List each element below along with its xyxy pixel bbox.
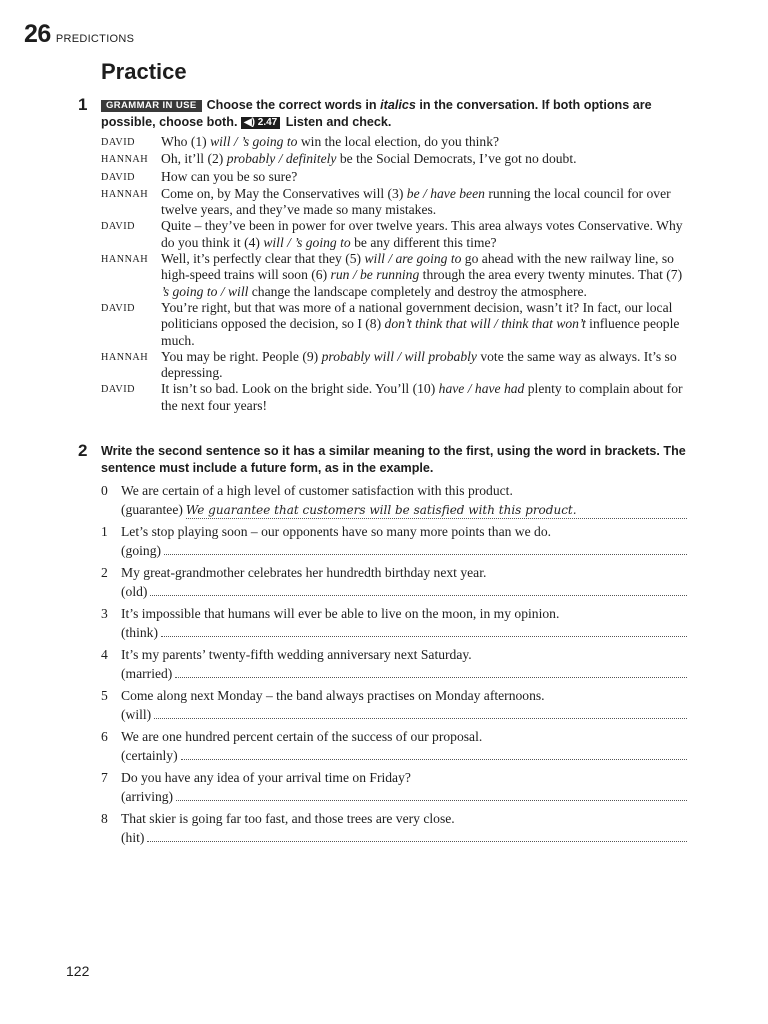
dialogue-line: [101, 349, 691, 382]
exercise-item: [101, 809, 687, 850]
dialogue-fragment: Well, it’s perfectly clear that they (5): [161, 251, 365, 267]
answer-line[interactable]: [161, 623, 687, 637]
dialogue-text: [161, 151, 691, 168]
dialogue-fragment: be the Social Democrats, I’ve got no doubt.: [336, 151, 577, 167]
answer-options[interactable]: probably / definitely: [226, 151, 337, 167]
dialogue-fragment: Come on, by May the Conservatives will (3): [161, 185, 407, 201]
item-number: 5: [101, 688, 108, 703]
answer-options[interactable]: have / have had: [438, 381, 525, 397]
dialogue-line: [101, 381, 691, 414]
exercise-item: [101, 604, 687, 645]
speaker-name: DAVID: [101, 302, 136, 314]
answer-options[interactable]: be / have been: [406, 185, 485, 201]
dialogue-line: [101, 186, 691, 219]
dialogue-fragment: It isn’t so bad. Look on the bright side. You’ll (10): [161, 381, 439, 397]
dialogue-fragment: plenty to complain about for the next four years!: [161, 381, 683, 413]
item-sentence: Do you have any idea of your arrival time on Friday?: [121, 770, 411, 785]
dialogue-text: [161, 300, 691, 349]
exercise-item: [101, 522, 687, 563]
exercise-item: [101, 645, 687, 686]
speaker-name: HANNAH: [101, 154, 149, 166]
dialogue-fragment: vote the same way as always. It’s so depressing.: [161, 348, 677, 381]
item-number: 7: [101, 770, 108, 785]
dialogue-line: [101, 169, 691, 186]
exercise-item: [101, 768, 687, 809]
dialogue-line: [101, 300, 691, 349]
dialogue-fragment: You may be right. People (9): [161, 348, 322, 364]
exercise-2-instruction: Write the second sentence so it has a similar meaning to the first, using the word in brackets. The sentence must include a future form, as in the example.: [101, 444, 686, 475]
answer-options[interactable]: will / ’s going to: [263, 234, 351, 250]
dialogue-text: [161, 218, 691, 251]
unit-number: 26: [24, 20, 51, 48]
dialogue-fragment: win the local election, do you think?: [297, 134, 500, 149]
dialogue-fragment: be any different this time?: [350, 234, 497, 250]
exercise-item: [101, 686, 687, 727]
item-number: 6: [101, 729, 108, 744]
item-cue-word: (hit): [121, 830, 145, 845]
answer-options[interactable]: don’t think that will / think that won’t: [384, 316, 586, 332]
answer-line[interactable]: [175, 664, 687, 678]
item-cue-word: (going): [121, 543, 162, 558]
item-number: 0: [101, 483, 108, 498]
item-cue-word: (guarantee): [121, 502, 183, 517]
speaker-name: DAVID: [101, 384, 136, 396]
item-number: 1: [101, 524, 108, 539]
answer-line[interactable]: [147, 828, 687, 842]
instruction-text: in the conversation. If both options are possible, choose both.: [101, 98, 652, 129]
exercise-item: [101, 481, 687, 522]
item-sentence: We are one hundred percent certain of the success of our proposal.: [121, 729, 483, 744]
section-title: Practice: [101, 59, 187, 84]
instruction-text: Listen and check.: [282, 114, 392, 129]
instruction-text: Choose the correct words in: [206, 98, 381, 112]
dialogue-text: [161, 169, 691, 186]
answer-options[interactable]: will / are going to: [364, 251, 462, 267]
dialogue-text: [161, 134, 691, 151]
unit-header: [24, 20, 134, 49]
item-number: 3: [101, 606, 108, 621]
dialogue-fragment: You’re right, but that was more of a national government decision, wasn’t it? In fact, our local politicians opposed the decision, so I (8): [161, 299, 673, 332]
item-sentence: Let’s stop playing soon – our opponents have so many more points than we do.: [121, 524, 552, 539]
dialogue-fragment: influence people much.: [161, 316, 680, 348]
dialogue-text: [161, 251, 691, 300]
dialogue-fragment: Who (1): [161, 134, 211, 149]
instruction-italic: italics: [380, 98, 416, 112]
page-number: 122: [66, 963, 90, 979]
item-sentence: It’s impossible that humans will ever be able to live on the moon, in my opinion.: [121, 606, 560, 621]
audio-track-badge: [241, 117, 280, 129]
speaker-name: HANNAH: [101, 254, 149, 266]
item-cue-word: (arriving): [121, 789, 174, 804]
dialogue-fragment: through the area every twenty minutes. That (7): [419, 267, 683, 283]
dialogue-line: [101, 134, 691, 151]
answer-line[interactable]: [164, 541, 687, 555]
answer-options[interactable]: ’s going to / will: [161, 283, 249, 299]
item-cue-word: (think): [121, 625, 158, 640]
item-sentence: My great-grandmother celebrates her hundredth birthday next year.: [121, 565, 487, 580]
item-sentence: It’s my parents’ twenty-fifth wedding anniversary next Saturday.: [121, 647, 472, 662]
exercise-1-number: 1: [78, 95, 88, 114]
exercise-2-number: 2: [78, 441, 88, 460]
exercise-item: [101, 727, 687, 768]
item-number: 2: [101, 565, 108, 580]
item-number: 4: [101, 647, 108, 662]
item-cue-word: (married): [121, 666, 173, 681]
dialogue-fragment: Oh, it’ll (2): [161, 151, 227, 167]
answer-line[interactable]: [176, 787, 687, 801]
grammar-in-use-badge: GRAMMAR IN USE: [101, 100, 202, 112]
dialogue-fragment: go ahead with the new railway line, so high-speed trains will soon (6): [161, 251, 674, 283]
unit-name: PREDICTIONS: [55, 33, 135, 45]
dialogue-text: [161, 381, 691, 414]
dialogue-line: [101, 251, 691, 300]
speaker-name: DAVID: [101, 171, 136, 183]
answer-options[interactable]: will / ’s going to: [210, 134, 298, 149]
audio-icon: ◀): [243, 116, 258, 128]
dialogue-text: [161, 349, 691, 382]
speaker-name: DAVID: [101, 137, 136, 148]
speaker-name: HANNAH: [101, 351, 149, 363]
item-cue-word: (certainly): [121, 748, 178, 763]
item-sentence: We are certain of a high level of customer satisfaction with this product.: [121, 483, 513, 498]
answer-line[interactable]: [150, 582, 687, 596]
item-sentence: That skier is going far too fast, and those trees are very close.: [121, 811, 455, 826]
answer-options[interactable]: run / be running: [330, 267, 420, 283]
dialogue-line: [101, 218, 691, 251]
dialogue-line: [101, 151, 691, 168]
dialogue-fragment: change the landscape completely and destroy the atmosphere.: [248, 283, 587, 299]
audio-track-number: 2.47: [257, 116, 278, 128]
dialogue-text: [161, 186, 691, 219]
dialogue-fragment: running the local council for over twelve years, and they’ve made so many mistakes.: [161, 185, 671, 218]
answer-options[interactable]: probably will / will probably: [321, 348, 477, 364]
item-cue-word: (old): [121, 584, 148, 599]
item-cue-word: (will): [121, 707, 152, 722]
dialogue-fragment: How can you be so sure?: [161, 168, 298, 184]
item-sentence: Come along next Monday – the band always practises on Monday afternoons.: [121, 688, 545, 703]
answer-line[interactable]: [154, 705, 687, 719]
answer-line[interactable]: [181, 746, 687, 760]
dialogue-fragment: Quite – they’ve been in power for over twelve years. This area always votes Conservative. Why do you think it (4): [161, 218, 683, 250]
exercise-1-instruction: [101, 97, 691, 130]
exercise-2-items: [101, 481, 687, 850]
speaker-name: HANNAH: [101, 188, 149, 200]
example-answer: We guarantee that customers will be satisfied with this product.: [186, 503, 687, 519]
exercise-item: [101, 563, 687, 604]
item-number: 8: [101, 811, 108, 826]
speaker-name: DAVID: [101, 221, 136, 233]
dialogue: [101, 134, 691, 414]
